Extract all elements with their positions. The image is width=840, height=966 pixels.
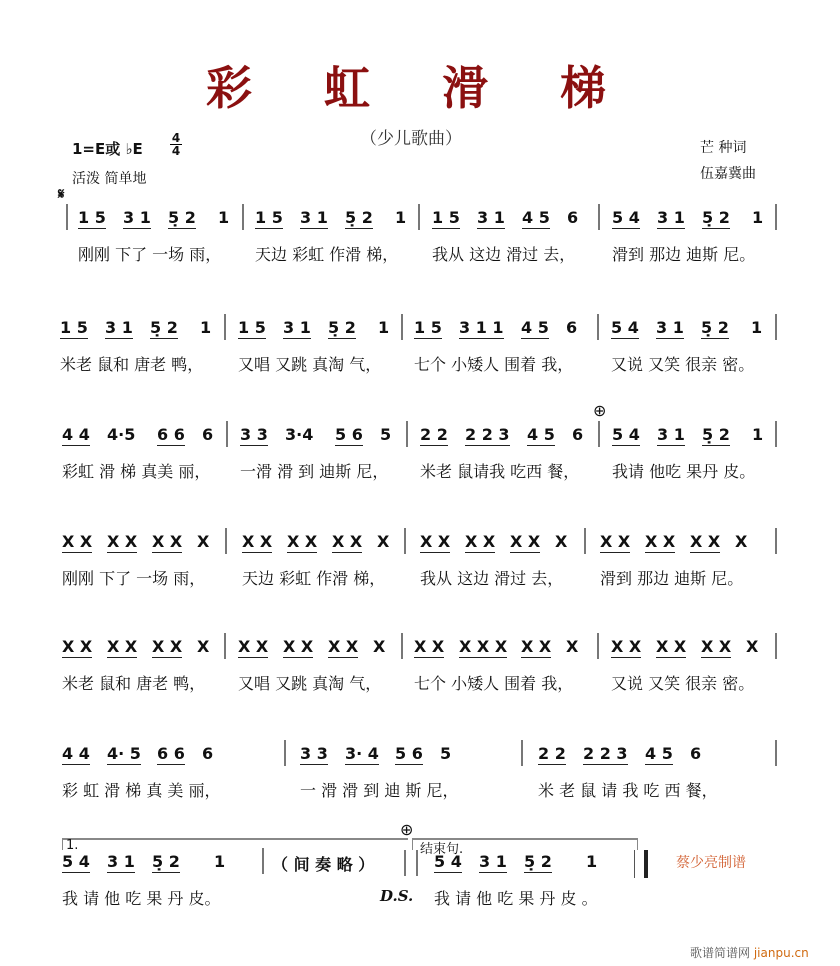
lyrics-line: 刚刚 下了 一场 雨， bbox=[78, 245, 222, 264]
watermark bbox=[690, 944, 809, 961]
volta-label-1: 1. bbox=[66, 838, 79, 853]
note-group: 1 bbox=[586, 852, 598, 871]
time-sig-bottom: 4 bbox=[171, 144, 181, 158]
barline bbox=[775, 633, 777, 659]
note-group: 5̣ 2 bbox=[152, 852, 180, 871]
note-group: 5̣ 2 bbox=[701, 318, 729, 337]
barline bbox=[406, 421, 408, 447]
note-group: X X bbox=[465, 532, 496, 551]
note-group: 5 bbox=[380, 425, 392, 444]
note-group: 5̣ 2 bbox=[702, 208, 730, 227]
note-group: 3· 4 bbox=[345, 744, 379, 763]
lyrics-line: 米老 鼠和 唐老 鸭， bbox=[60, 355, 204, 374]
lyrics-line: 米 老 鼠 请 我 吃 西 餐， bbox=[538, 781, 718, 800]
note-group: X bbox=[197, 532, 210, 551]
note-group: 4 4 bbox=[62, 425, 90, 444]
note-group: X X bbox=[332, 532, 363, 551]
note-group: X X bbox=[701, 637, 732, 656]
note-group: 5 bbox=[440, 744, 452, 763]
barline bbox=[224, 314, 226, 340]
note-group: X X bbox=[328, 637, 359, 656]
note-group: X bbox=[566, 637, 579, 656]
note-group: 2 2 3 bbox=[583, 744, 628, 763]
note-group: 3 1 bbox=[656, 318, 684, 337]
note-group: 1 bbox=[218, 208, 230, 227]
barline bbox=[401, 633, 403, 659]
lyrics-line: 彩 虹 滑 梯 真 美 丽， bbox=[62, 781, 221, 800]
note-group: 1 bbox=[752, 208, 764, 227]
lyrics-line: 滑到 那边 迪斯 尼。 bbox=[600, 569, 744, 588]
lyrics-line: 米老 鼠请我 吃西 餐， bbox=[420, 462, 580, 481]
lyrics-line: 一 滑 滑 到 迪 斯 尼， bbox=[300, 781, 459, 800]
lyrics-line: 我从 这边 滑过 去， bbox=[432, 245, 576, 264]
barline bbox=[242, 204, 244, 230]
note-group: X X X bbox=[459, 637, 508, 656]
note-group: 4 5 bbox=[527, 425, 555, 444]
note-group: 3 1 bbox=[479, 852, 507, 871]
watermark-cn: 歌谱简谱网 bbox=[690, 946, 751, 960]
composer-credit: 伍嘉冀曲 bbox=[700, 166, 756, 182]
note-group: X bbox=[373, 637, 386, 656]
note-group: 1 bbox=[378, 318, 390, 337]
note-group: 5 4 bbox=[434, 852, 462, 871]
lyrics-line: 一滑 滑 到 迪斯 尼， bbox=[240, 462, 389, 481]
note-group: X bbox=[735, 532, 748, 551]
song-subtitle: （少儿歌曲） bbox=[360, 129, 462, 149]
note-group: X X bbox=[238, 637, 269, 656]
note-group: 2 2 bbox=[538, 744, 566, 763]
note-group: 5̣ 2 bbox=[168, 208, 196, 227]
score-row bbox=[0, 532, 840, 592]
note-group: 6 bbox=[202, 425, 214, 444]
note-group: 3 1 bbox=[123, 208, 151, 227]
note-group: 2 2 3 bbox=[465, 425, 510, 444]
note-group: X X bbox=[600, 532, 631, 551]
time-signature bbox=[170, 132, 182, 157]
barline bbox=[775, 204, 777, 230]
note-group: 1 5 bbox=[255, 208, 283, 227]
note-group: 5 6 bbox=[335, 425, 363, 444]
song-title: 彩 虹 滑 梯 bbox=[205, 61, 635, 115]
barline bbox=[262, 848, 264, 874]
lyrics-line: 又唱 又跳 真淘 气， bbox=[238, 355, 382, 374]
note-group: X bbox=[197, 637, 210, 656]
lyrics-line: 滑到 那边 迪斯 尼。 bbox=[612, 245, 756, 264]
key-signature: 1=E或 ♭E bbox=[72, 140, 143, 158]
ds-marking: D.S. bbox=[380, 887, 414, 905]
lyrics-line: 米老 鼠和 唐老 鸭， bbox=[62, 674, 206, 693]
note-group: X X bbox=[62, 532, 93, 551]
note-group: 1 5 bbox=[432, 208, 460, 227]
barline bbox=[775, 740, 777, 766]
note-group: 6 6 bbox=[157, 425, 185, 444]
note-group: 3 1 bbox=[657, 208, 685, 227]
note-group: 6 bbox=[566, 318, 578, 337]
coda-icon: ⊕ bbox=[400, 820, 414, 839]
score-row bbox=[0, 401, 840, 485]
note-group: X X bbox=[107, 532, 138, 551]
note-group: 3 1 bbox=[283, 318, 311, 337]
barline bbox=[584, 528, 586, 554]
arranger-credit: 蔡少亮制谱 bbox=[676, 855, 746, 871]
lyrics-line: 又说 又笑 很亲 密。 bbox=[611, 355, 755, 374]
volta-bracket-1 bbox=[62, 838, 408, 850]
segno-icon: 𝄋 bbox=[58, 185, 65, 203]
note-group: X X bbox=[283, 637, 314, 656]
note-group: X X bbox=[414, 637, 445, 656]
note-group: 4·5 bbox=[107, 425, 136, 444]
note-group: X X bbox=[107, 637, 138, 656]
note-group: 5 4 bbox=[62, 852, 90, 871]
lyrics-line: 七个 小矮人 围着 我， bbox=[414, 355, 574, 374]
watermark-url: jianpu.cn bbox=[753, 946, 809, 960]
note-group: X bbox=[377, 532, 390, 551]
barline bbox=[775, 314, 777, 340]
note-group: X X bbox=[656, 637, 687, 656]
note-group: X X bbox=[242, 532, 273, 551]
barline bbox=[284, 740, 286, 766]
note-group: 6 bbox=[690, 744, 702, 763]
note-group: 3 1 1 bbox=[459, 318, 504, 337]
final-barline bbox=[634, 850, 648, 878]
lyrics-line: 彩虹 滑 梯 真美 丽， bbox=[62, 462, 211, 481]
note-group: 1 bbox=[395, 208, 407, 227]
note-group: 5 6 bbox=[395, 744, 423, 763]
note-group: 1 5 bbox=[78, 208, 106, 227]
note-group: 6 6 bbox=[157, 744, 185, 763]
barline bbox=[226, 421, 228, 447]
barline bbox=[404, 528, 406, 554]
note-group: X X bbox=[152, 637, 183, 656]
note-group: 6 bbox=[567, 208, 579, 227]
note-group: X X bbox=[420, 532, 451, 551]
barline bbox=[225, 528, 227, 554]
note-group: X bbox=[746, 637, 759, 656]
note-group: 3 1 bbox=[657, 425, 685, 444]
barline bbox=[401, 314, 403, 340]
note-group: 1 5 bbox=[414, 318, 442, 337]
note-group: 4 5 bbox=[521, 318, 549, 337]
lyrics-line: 我 请 他 吃 果 丹 皮 。 bbox=[434, 889, 598, 908]
barline bbox=[597, 314, 599, 340]
barline bbox=[597, 633, 599, 659]
note-group: 4 5 bbox=[645, 744, 673, 763]
barline bbox=[224, 633, 226, 659]
score-row bbox=[0, 318, 840, 378]
note-group: 3 1 bbox=[107, 852, 135, 871]
score-row bbox=[0, 744, 840, 804]
lyrics-line: 我从 这边 滑过 去， bbox=[420, 569, 564, 588]
lyrics-line: 刚刚 下了 一场 雨， bbox=[62, 569, 206, 588]
lyricist-credit: 芒 种词 bbox=[700, 140, 747, 156]
note-group: 5̣ 2 bbox=[150, 318, 178, 337]
lyrics-line: 天边 彩虹 作滑 梯， bbox=[255, 245, 399, 264]
note-group: X X bbox=[521, 637, 552, 656]
note-group: 1 5 bbox=[60, 318, 88, 337]
score-row bbox=[0, 637, 840, 697]
score-row bbox=[0, 208, 840, 268]
barline bbox=[418, 204, 420, 230]
note-group: 1 bbox=[752, 425, 764, 444]
barline bbox=[521, 740, 523, 766]
tempo-marking: 活泼 简单地 bbox=[72, 171, 147, 187]
note-group: X bbox=[555, 532, 568, 551]
note-group: 5 4 bbox=[612, 208, 640, 227]
lyrics-line: 又唱 又跳 真淘 气， bbox=[238, 674, 382, 693]
note-group: 4 5 bbox=[522, 208, 550, 227]
note-group: 5̣ 2 bbox=[345, 208, 373, 227]
note-group: 3 3 bbox=[240, 425, 268, 444]
note-group: X X bbox=[62, 637, 93, 656]
note-group: 6 bbox=[572, 425, 584, 444]
note-group: 3 3 bbox=[300, 744, 328, 763]
double-barline bbox=[404, 850, 418, 876]
note-group: X X bbox=[510, 532, 541, 551]
lyrics-line: 天边 彩虹 作滑 梯， bbox=[242, 569, 386, 588]
note-group: X X bbox=[152, 532, 183, 551]
note-group: 4· 5 bbox=[107, 744, 141, 763]
note-group: 1 5 bbox=[238, 318, 266, 337]
lyrics-line: 我 请 他 吃 果 丹 皮。 bbox=[62, 889, 221, 908]
note-group: 4 4 bbox=[62, 744, 90, 763]
note-group: 3 1 bbox=[300, 208, 328, 227]
note-group: 5 4 bbox=[612, 425, 640, 444]
lyrics-line: 我请 他吃 果丹 皮。 bbox=[612, 462, 756, 481]
barline bbox=[66, 204, 68, 230]
note-group: （ 间 奏 略 ） bbox=[272, 855, 375, 874]
note-group: 5 4 bbox=[611, 318, 639, 337]
note-group: X X bbox=[287, 532, 318, 551]
note-group: 3·4 bbox=[285, 425, 314, 444]
time-sig-top: 4 bbox=[171, 131, 181, 145]
note-group: 1 bbox=[214, 852, 226, 871]
volta-label-2: 结束句. bbox=[420, 842, 464, 857]
lyrics-line: 七个 小矮人 围着 我， bbox=[414, 674, 574, 693]
note-group: 1 bbox=[751, 318, 763, 337]
note-group: X X bbox=[645, 532, 676, 551]
coda-icon: ⊕ bbox=[593, 401, 607, 420]
barline bbox=[598, 204, 600, 230]
lyrics-line: 又说 又笑 很亲 密。 bbox=[611, 674, 755, 693]
note-group: 6 bbox=[202, 744, 214, 763]
note-group: X X bbox=[611, 637, 642, 656]
barline bbox=[598, 421, 600, 447]
note-group: 5̣ 2 bbox=[524, 852, 552, 871]
note-group: 3 1 bbox=[105, 318, 133, 337]
note-group: 3 1 bbox=[477, 208, 505, 227]
note-group: 1 bbox=[200, 318, 212, 337]
note-group: 2 2 bbox=[420, 425, 448, 444]
note-group: X X bbox=[690, 532, 721, 551]
barline bbox=[775, 421, 777, 447]
note-group: 5̣ 2 bbox=[702, 425, 730, 444]
note-group: 5̣ 2 bbox=[328, 318, 356, 337]
barline bbox=[775, 528, 777, 554]
